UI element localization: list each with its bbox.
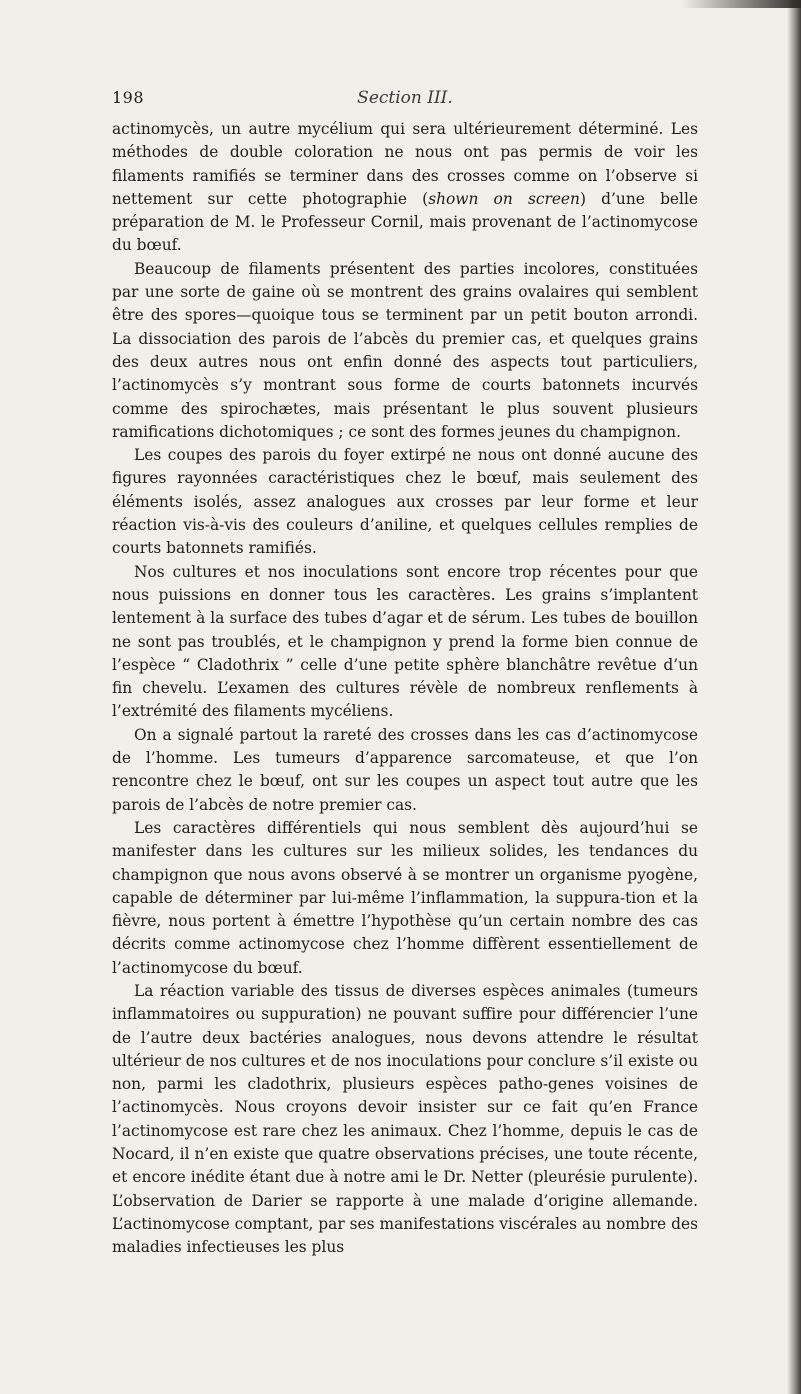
paragraph-2: Beaucoup de filaments présentent des parties incolores, constituées par une sorte de gaine où se montrent des grains ovalaires qui semblent être des spores—quoique tous se terminent par un petit bouton arrondi. La dissociation des parois de l’abcès du premier cas, et quelques grains des deux autres nous ont enfin donné des aspects tout particuliers, l’actinomycès s’y montrant sous forme de courts batonnets incurvés comme des spirochætes, mais présentant le plus souvent plusieurs ramifications dichotomiques ; ce sont des formes jeunes du champignon.	[112, 259, 698, 441]
paragraph-4: Nos cultures et nos inoculations sont encore trop récentes pour que nous puissions en donner tous les caractères. Les grains s’implantent lentement à la surface des tubes d’agar et de sérum. Les tubes de bouillon ne sont pas troublés, et le champignon y prend la forme bien connue de l’espèce “ Cladothrix ” celle d’une petite sphère blanchâtre revêtue d’un fin chevelu. L’examen des cultures révèle de nombreux renflements à l’extrémité des filaments mycéliens.	[112, 562, 698, 721]
page-header	[112, 88, 698, 114]
paragraph-1: actinomycès, un autre mycélium qui sera ultérieurement déterminé. Les méthodes de double coloration ne nous ont pas permis de voir les filaments ramifiés se terminer dans des crosses comme on l’observe si nettement sur cette photographie (shown on screen) d’une belle préparation de M. le Professeur Cornil, mais provenant de l’actinomycose du bœuf.	[112, 120, 698, 255]
italic-phrase: shown on screen	[428, 189, 580, 208]
running-head: Section III.	[357, 88, 453, 108]
page-number: 198	[112, 88, 145, 107]
paragraph-6: Les caractères différentiels qui nous semblent dès aujourd’hui se manifester dans les cultures sur les milieux solides, les tendances du champignon que nous avons observé à se montrer un organisme pyogène, capable de déterminer par lui-même l’inflammation, la suppura-tion et la fièvre, nous portent à émettre l’hypothèse qu’un certain nombre des cas décrits comme actinomycose chez l’homme diffèrent essentiellement de l’actinomycose du bœuf.	[112, 818, 698, 977]
paragraph-3: Les coupes des parois du foyer extirpé ne nous ont donné aucune des figures rayonnées caractéristiques chez le bœuf, mais seulement des éléments isolés, assez analogues aux crosses par leur forme et leur réaction vis-à-vis des couleurs d’aniline, et quelques cellules remplies de courts batonnets ramifiés.	[112, 446, 698, 558]
page-corner-shadow	[681, 0, 801, 8]
paragraph-5: On a signalé partout la rareté des crosses dans les cas d’actinomycose de l’homme. Les tumeurs d’apparence sarcomateuse, et que l’on rencontre chez le bœuf, ont sur les coupes un aspect tout autre que les parois de l’abcès de notre premier cas.	[112, 725, 698, 814]
paragraph-7: La réaction variable des tissus de diverses espèces animales (tumeurs inflammatoires ou suppuration) ne pouvant suffire pour différencier l’une de l’autre deux bactéries analogues, nous devons attendre le résultat ultérieur de nos cultures et de nos inoculations pour conclure s’il existe ou non, parmi les cladothrix, plusieurs espèces patho-genes voisines de l’actinomycès. Nous croyons devoir insister sur ce fait qu’en France l’actinomycose est rare chez les animaux. Chez l’homme, depuis le cas de Nocard, il n’en existe que quatre observations précises, une toute récente, et encore inédite étant due à notre ami le Dr. Netter (pleurésie purulente). L’observation de Darier se rapporte à une malade d’origine allemande. L’actinomycose comptant, par ses manifestations viscérales au nombre des maladies infectieuses les plus	[112, 981, 698, 1257]
body-text	[112, 118, 698, 1260]
page-edge-shadow	[787, 0, 801, 1394]
